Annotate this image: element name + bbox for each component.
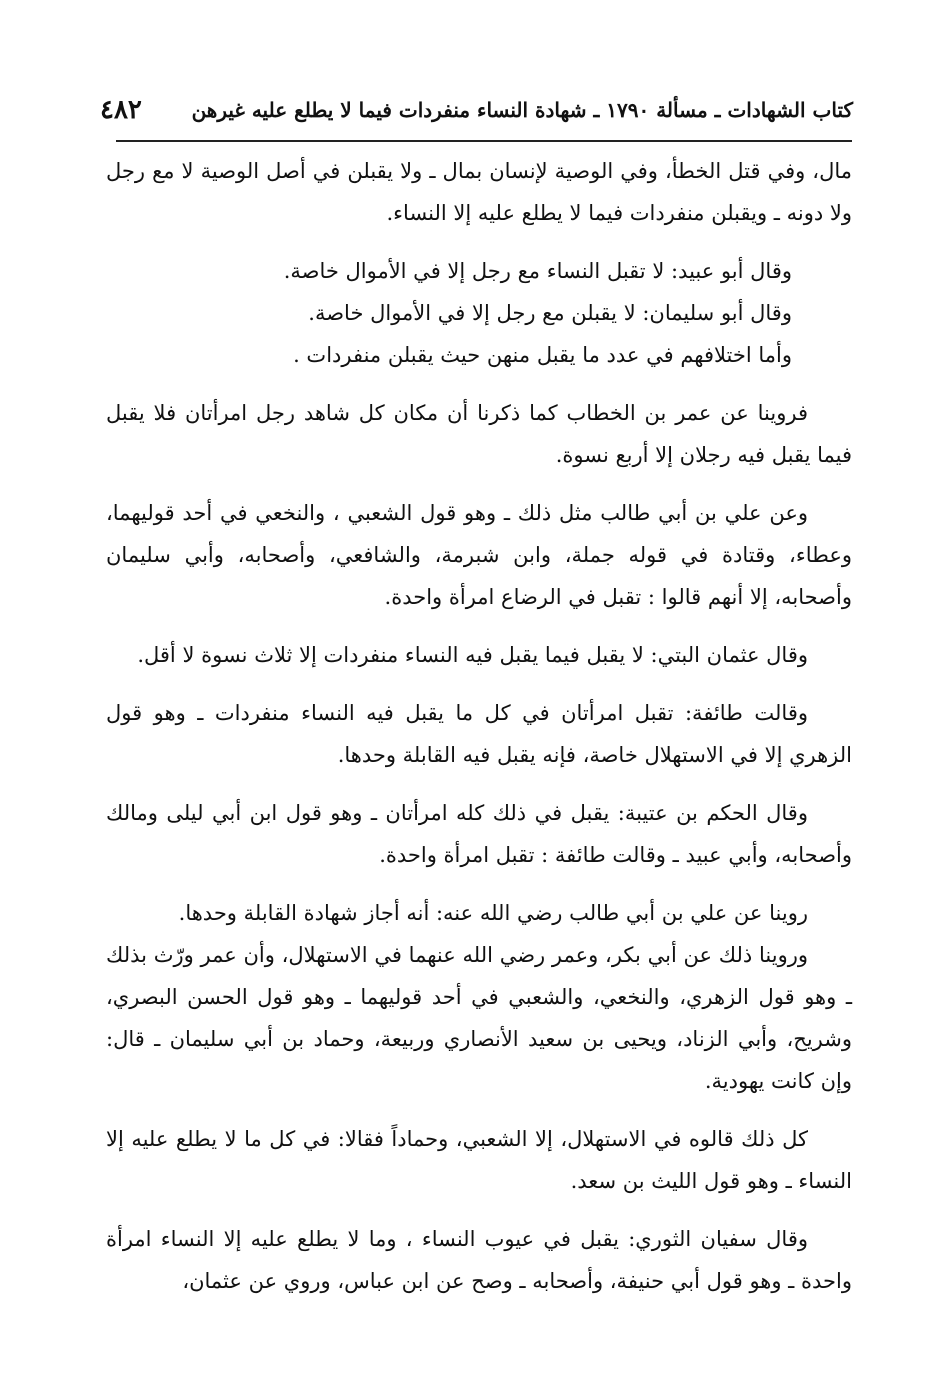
paragraph: وقالت طائفة: تقبل امرأتان في كل ما يقبل فيه النساء منفردات ـ وهو قول الزهري إلا في الاستهلال خاصة، فإنه يقبل فيه القابلة وحدها.: [106, 701, 852, 767]
page-number: ٤٨٢: [100, 95, 142, 125]
paragraph: وقال أبو سليمان: لا يقبلن مع رجل إلا في الأموال خاصة.: [308, 301, 792, 325]
header-divider: [116, 140, 852, 142]
main-text: [106, 150, 852, 1318]
paragraph: روينا عن علي بن أبي طالب رضي الله عنه: أنه أجاز شهادة القابلة وحدها.: [178, 901, 808, 925]
page-header: [100, 90, 853, 130]
paragraph: وروينا ذلك عن أبي بكر، وعمر رضي الله عنهما في الاستهلال، وأن عمر ورّث بذلك ـ وهو قول الزهري، والنخعي، والشعبي في أحد قوليهما ـ وهو قول الحسن البصري، وشريح، وأبي الزناد، ويحيى بن سعيد الأنصاري وربيعة، وحماد بن أبي سليمان ـ قال: وإن كانت يهودية.: [106, 943, 852, 1093]
paragraph: وقال الحكم بن عتيبة: يقبل في ذلك كله امرأتان ـ وهو قول ابن أبي ليلى ومالك وأصحابه، وأبي عبيد ـ وقالت طائفة : تقبل امرأة واحدة.: [106, 801, 852, 867]
running-title: كتاب الشهادات ـ مسألة ١٧٩٠ ـ شهادة النساء منفردات فيما لا يطلع عليه غيرهن: [191, 98, 853, 122]
paragraph: وقال عثمان البتي: لا يقبل فيما يقبل فيه النساء منفردات إلا ثلاث نسوة لا أقل.: [137, 643, 808, 667]
paragraph: وقال أبو عبيد: لا تقبل النساء مع رجل إلا في الأموال خاصة.: [283, 259, 792, 283]
paragraph: كل ذلك قالوه في الاستهلال، إلا الشعبي، وحماداً فقالا: في كل ما لا يطلع عليه إلا النساء ـ وهو قول الليث بن سعد.: [106, 1127, 852, 1193]
paragraph: وعن علي بن أبي طالب مثل ذلك ـ وهو قول الشعبي ، والنخعي في أحد قوليهما، وعطاء، وقتادة في قوله جملة، وابن شبرمة، والشافعي، وأصحابه، وأبي سليمان وأصحابه، إلا أنهم قالوا : تقبل في الرضاع امرأة واحدة.: [106, 501, 852, 609]
paragraph: وقال سفيان الثوري: يقبل في عيوب النساء ، وما لا يطلع عليه إلا النساء امرأة واحدة ـ وهو قول أبي حنيفة، وأصحابه ـ وصح عن ابن عباس، وروي عن عثمان،: [106, 1227, 852, 1293]
paragraph: فروينا عن عمر بن الخطاب كما ذكرنا أن مكان كل شاهد رجل امرأتان فلا يقبل فيما يقبل فيه رجلان إلا أربع نسوة.: [106, 401, 852, 467]
paragraph: وأما اختلافهم في عدد ما يقبل منهن حيث يقبلن منفردات .: [293, 343, 792, 367]
paragraph: مال، وفي قتل الخطأ، وفي الوصية لإنسان بمال ـ ولا يقبلن في أصل الوصية لا مع رجل ولا دونه ـ ويقبلن منفردات فيما لا يطلع عليه إلا النساء.: [106, 159, 852, 225]
